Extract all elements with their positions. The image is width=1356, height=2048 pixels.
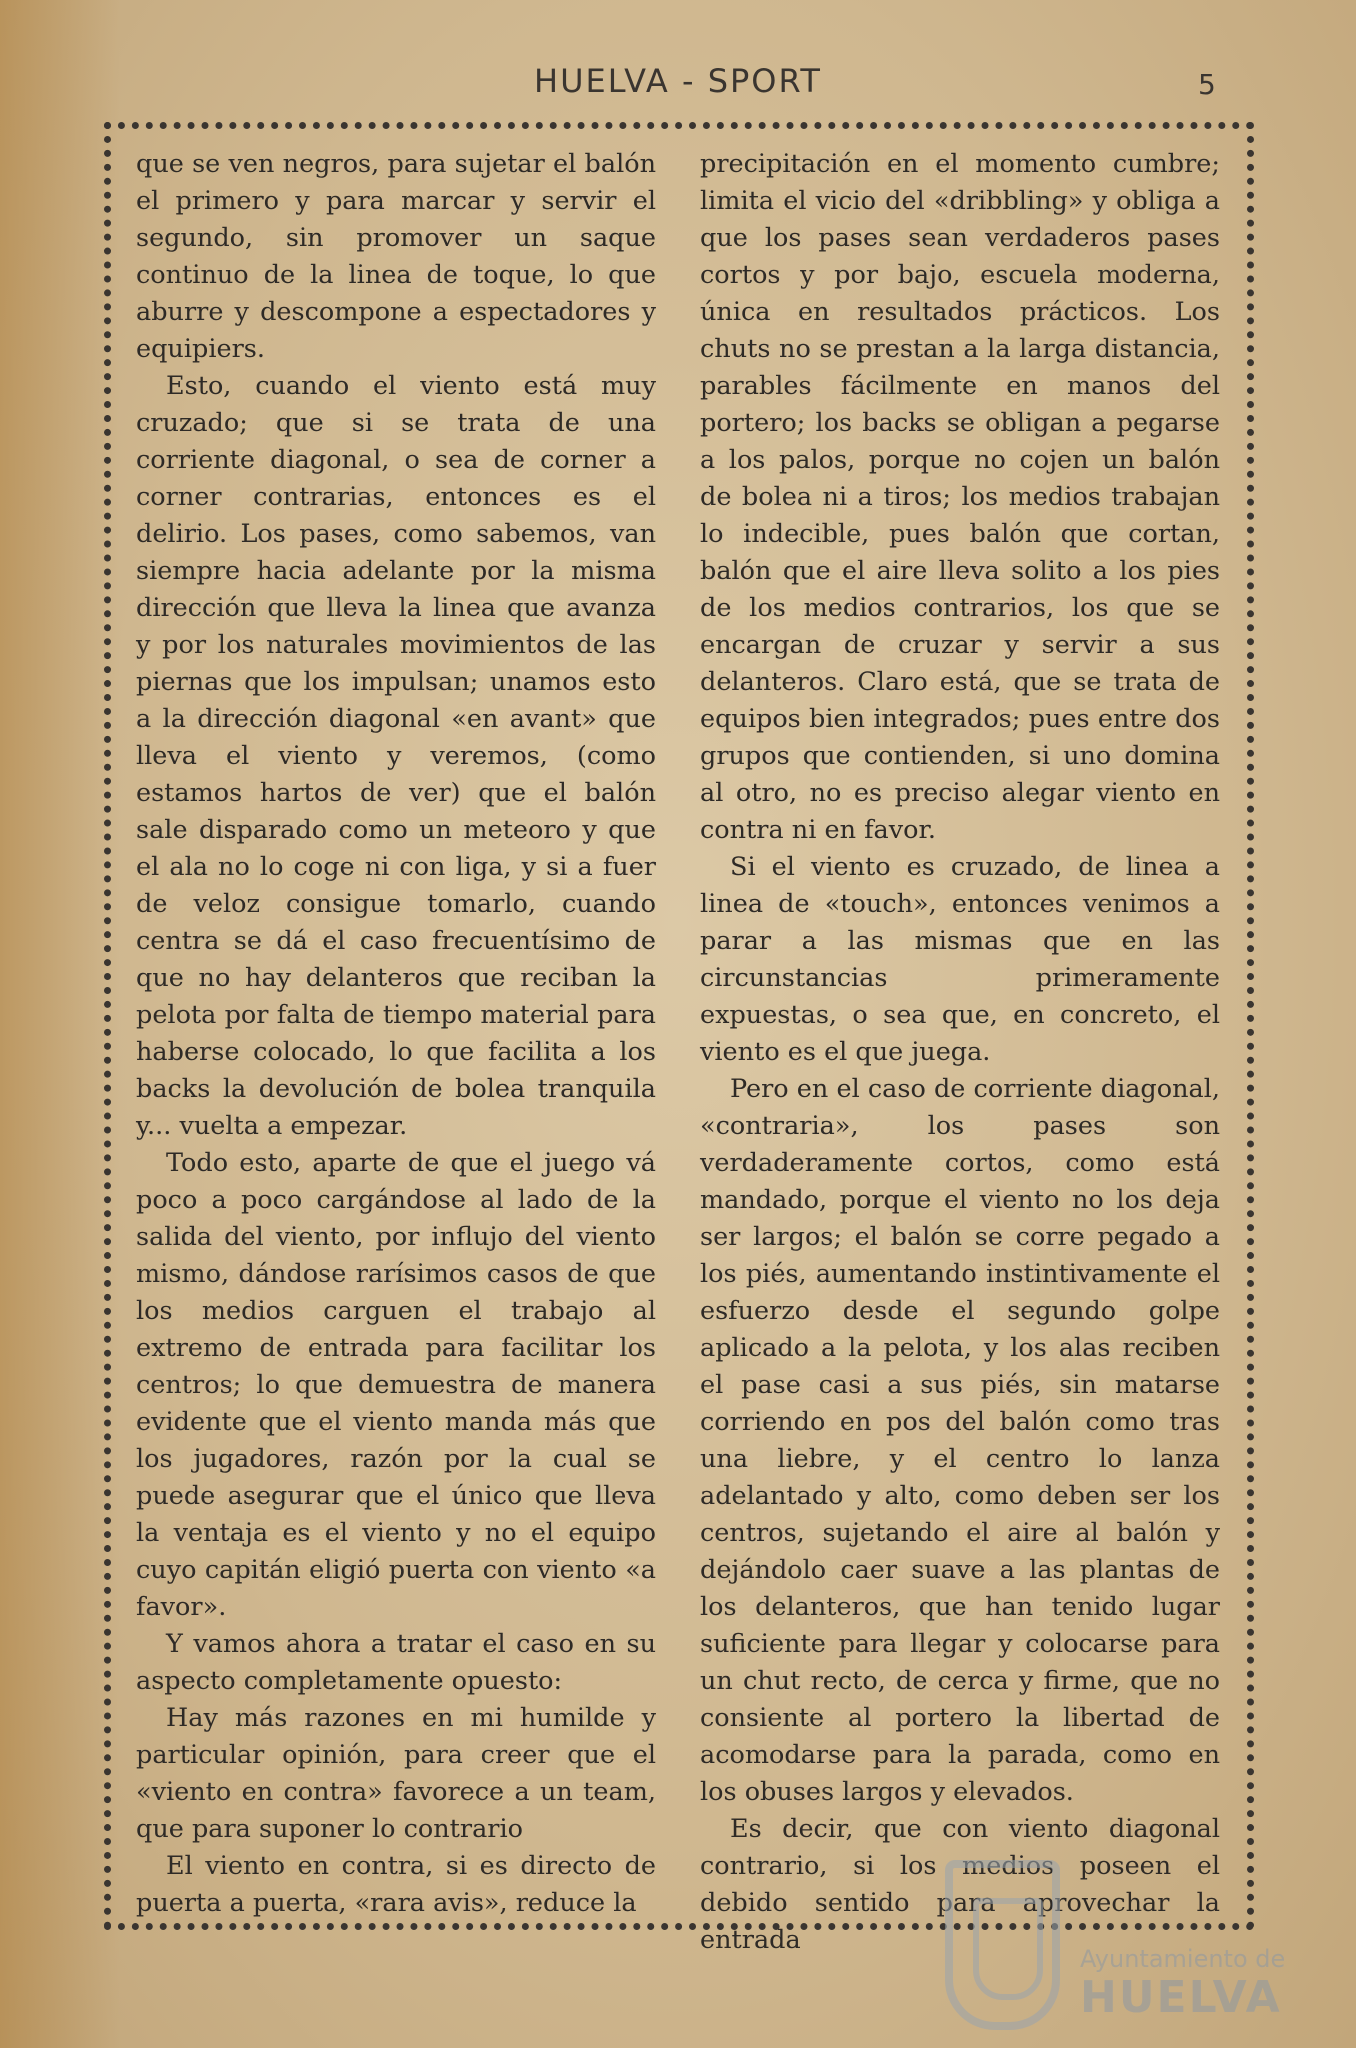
watermark-line1: Ayuntamiento de — [1080, 1945, 1286, 1973]
paragraph: precipitación en el momento cumbre; limita el vicio del «dribbling» y obliga a que los pases sean verdaderos pases cortos y por bajo, escuela moderna, única en resultados prácticos. Los chuts no se prestan a la larga distancia, parables fácilmente en manos del portero; los backs se obligan a pegarse a los palos, porque no cojen un balón de bolea ni a tiros; los medios trabajan lo indecible, pues balón que cortan, balón que el aire lleva solito a los pies de los medios contrarios, los que se encargan de cruzar y servir a sus delanteros. Claro está, que se trata de equipos bien integrados; pues entre dos grupos que contienden, si uno domina al otro, no es preciso alegar viento en contra ni en favor. — [700, 149, 1220, 845]
coat-of-arms-icon — [945, 1860, 1060, 2030]
paragraph: Esto, cuando el viento está muy cruzado; que si se trata de una corriente diagonal, o sea de corner a corner contrarias, entonces es el delirio. Los pases, como sabemos, van siempre hacia adelante por la misma dirección que lleva la linea que avanza y por los naturales movimientos de las piernas que los impulsan; unamos esto a la dirección diagonal «en avant» que lleva el viento y veremos, (como estamos hartos de ver) que el balón sale disparado como un meteoro y que el ala no lo coge ni con liga, y si a fuer de veloz consigue tomarlo, cuando centra se dá el caso frecuentísimo de que no hay delanteros que reciban la pelota por falta de tiempo material para haberse colocado, lo que facilita a los backs la devolución de bolea tranquila y... vuelta a empezar. — [136, 371, 656, 1141]
page-edge-stain — [0, 0, 120, 2048]
watermark-line2: HUELVA — [1080, 1972, 1282, 2023]
paragraph: Todo esto, aparte de que el juego vá poco a poco cargándose al lado de la salida del viento, por influjo del viento mismo, dándose rarísimos casos de que los medios carguen el trabajo al extremo de entrada para facilitar los centros; lo que demuestra de manera evidente que el viento manda más que los jugadores, razón por la cual se puede asegurar que el único que lleva la ventaja es el viento y no el equipo cuyo capitán eligió puerta con viento «a favor». — [136, 1148, 656, 1622]
page-number: 5 — [1198, 68, 1216, 101]
paragraph: Hay más razones en mi humilde y particular opinión, para creer que el «viento en contra» favorece a un team, que para suponer lo contrario — [136, 1703, 656, 1844]
paragraph: Si el viento es cruzado, de linea a linea de «touch», entonces venimos a parar a las mismas que en las circunstancias primeramente expuestas, o sea que, en concreto, el viento es el que juega. — [700, 852, 1220, 1067]
left-text-column — [136, 146, 656, 1922]
paragraph: Es decir, que con viento diagonal contrario, si los medios poseen el debido sentido para aprovechar la entrada — [700, 1814, 1220, 1955]
archive-watermark — [945, 1850, 1325, 2040]
paragraph: que se ven negros, para sujetar el balón el primero y para marcar y servir el segundo, sin promover un saque continuo de la linea de toque, lo que aburre y descompone a espectadores y equipiers. — [136, 149, 656, 364]
paragraph: Pero en el caso de corriente diagonal, «contraria», los pases son verdaderamente cortos, como está mandado, porque el viento no los deja ser largos; el balón se corre pegado a los piés, aumentando instintivamente el esfuerzo desde el segundo golpe aplicado a la pelota, y los alas reciben el pase casi a sus piés, sin matarse corriendo en pos del balón como tras una liebre, y el centro lo lanza adelantado y alto, como deben ser los centros, sujetando el aire al balón y dejándolo caer suave a las plantas de los delanteros, que han tenido lugar suficiente para llegar y colocarse para un chut recto, de cerca y firme, que no consiente al portero la libertad de acomodarse para la parada, como en los obuses largos y elevados. — [700, 1074, 1220, 1807]
right-text-column — [700, 146, 1220, 1959]
paragraph: El viento en contra, si es directo de puerta a puerta, «rara avis», reduce la — [136, 1851, 656, 1918]
paragraph: Y vamos ahora a tratar el caso en su aspecto completamente opuesto: — [136, 1629, 656, 1696]
coat-of-arms-inner — [973, 1898, 1043, 2000]
page-header-title: HUELVA - SPORT — [534, 62, 822, 100]
